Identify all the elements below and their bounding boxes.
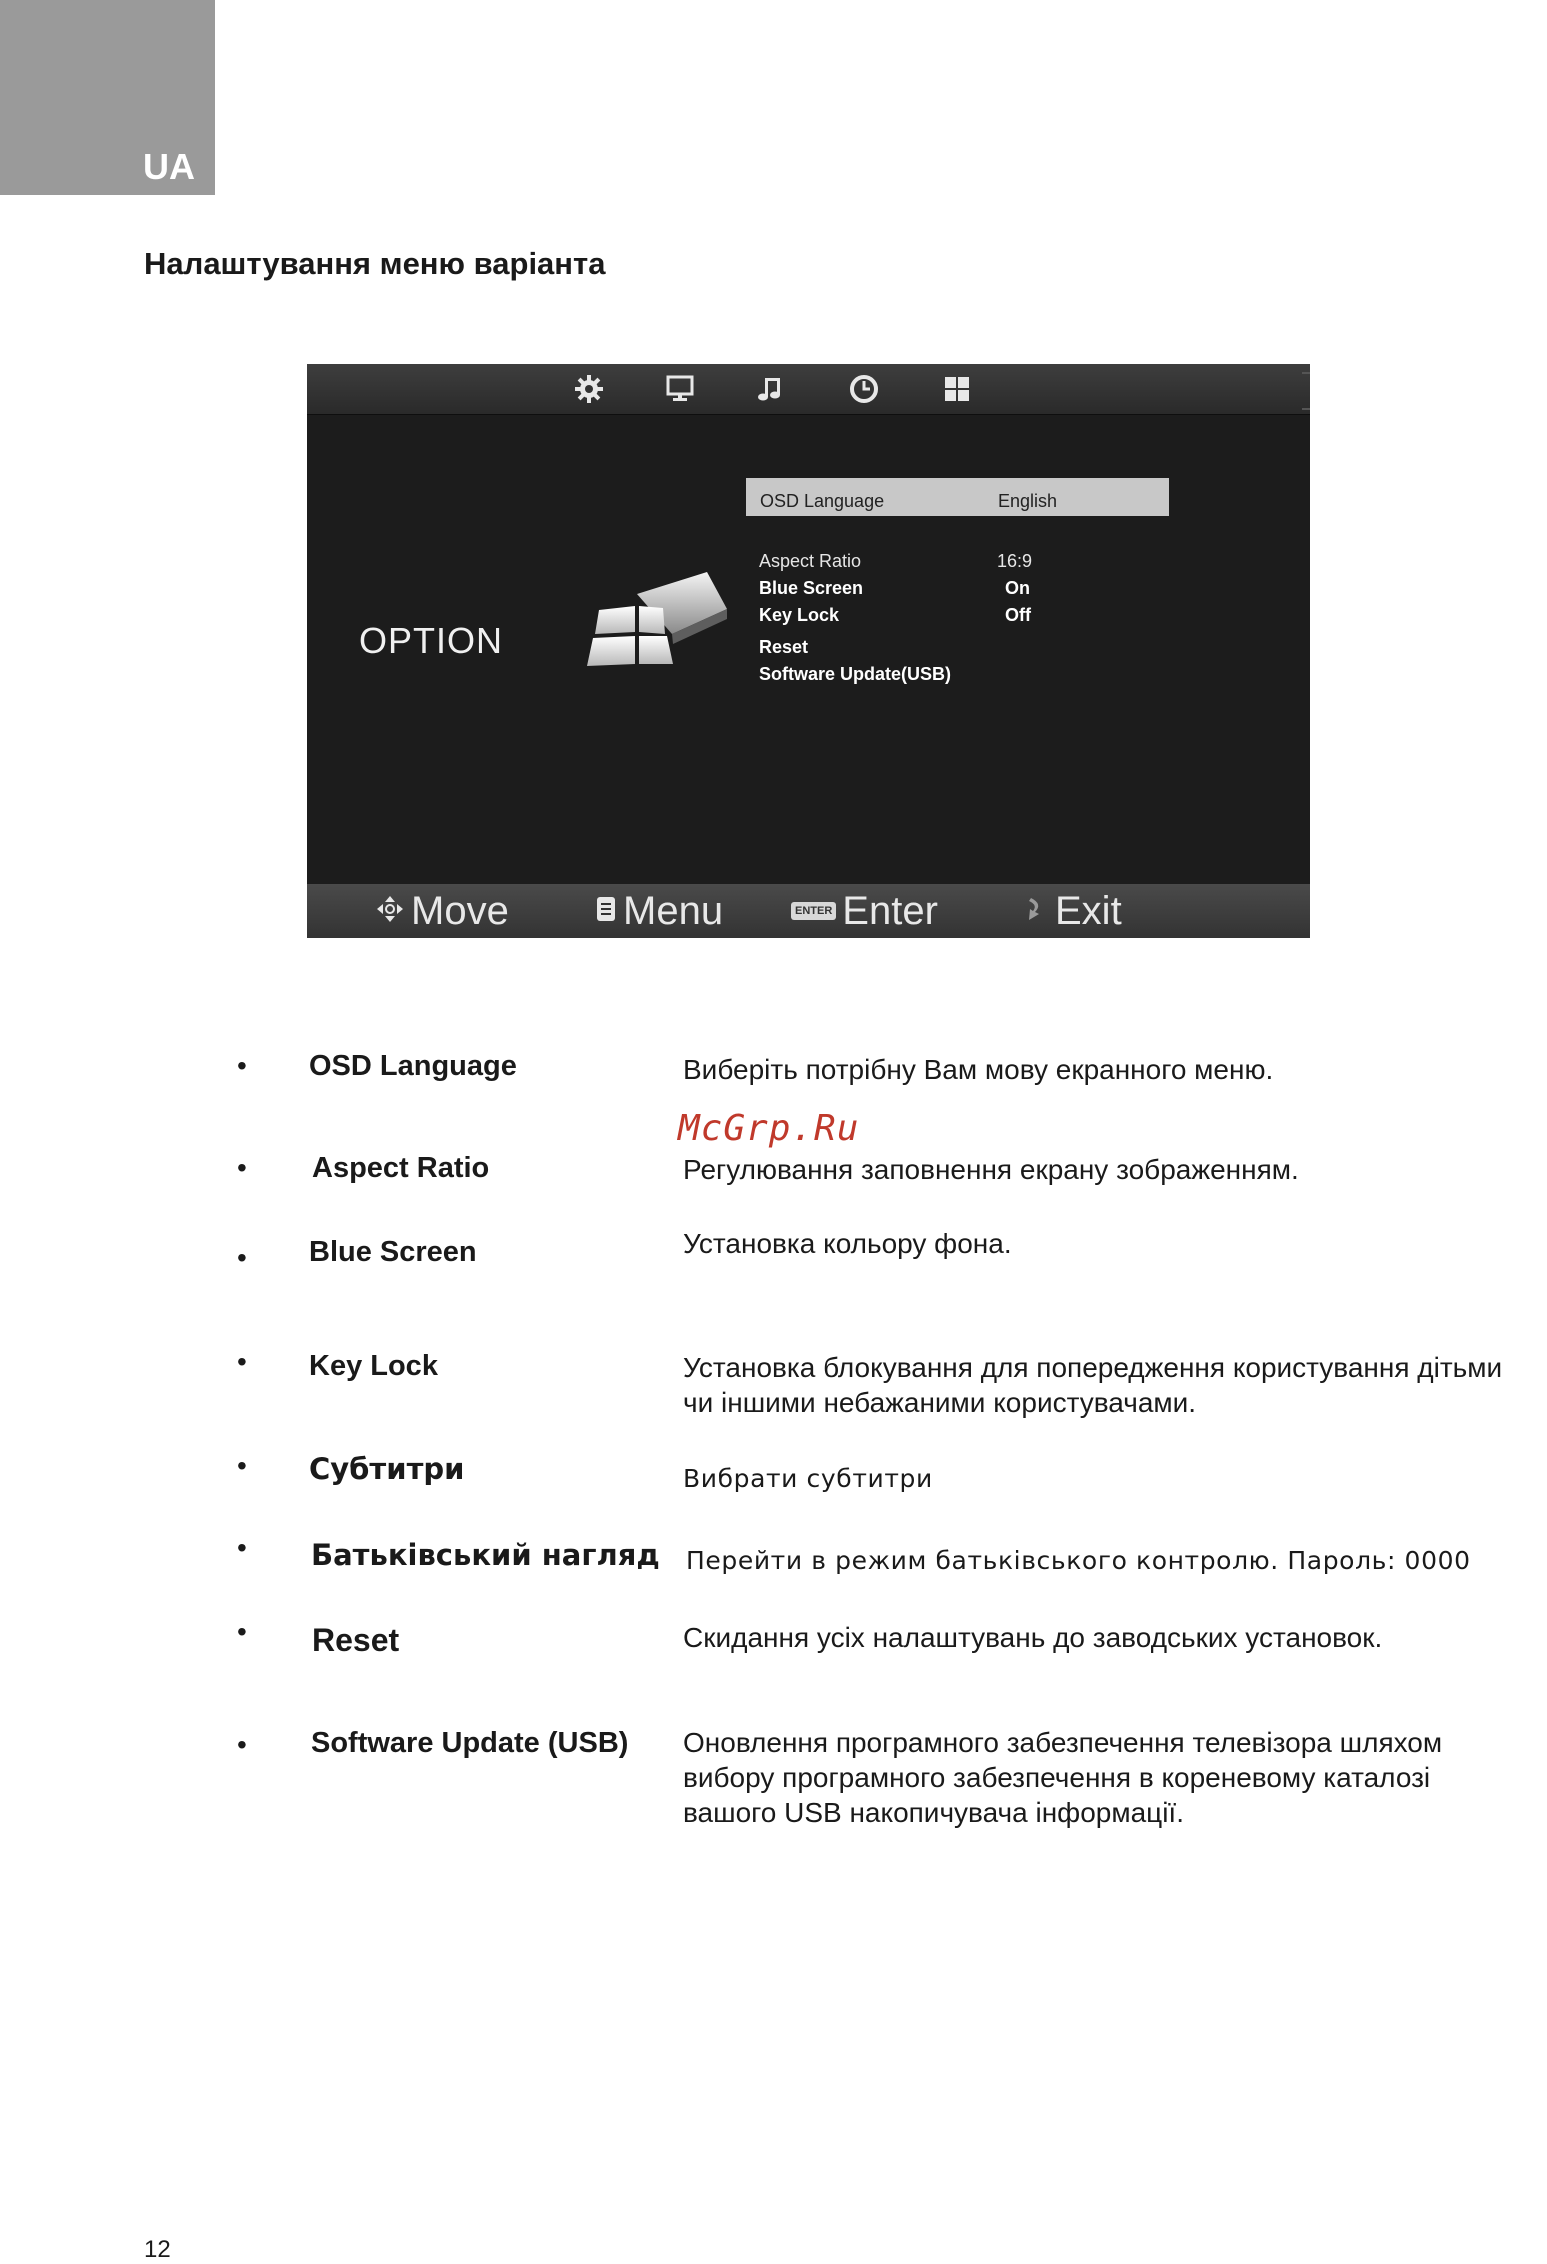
desc-blue-screen: Установка кольору фона. (683, 1228, 1012, 1259)
menu-tab-bar (307, 364, 1310, 415)
hint-move: Move (375, 886, 509, 936)
desc-subtitles: Вибрати субтитри (683, 1464, 933, 1493)
page-title: Налаштування меню варіанта (144, 246, 606, 281)
term-software-update: Software Update (USB) (311, 1727, 629, 1759)
option-section-title: OPTION (359, 620, 504, 661)
term-subtitles: Субтитри (309, 1452, 465, 1486)
term-blue-screen: Blue Screen (309, 1236, 477, 1268)
clock-icon[interactable] (846, 371, 882, 407)
move-arrows-icon (375, 889, 405, 934)
option-tiles-icon (577, 564, 747, 689)
page-number: 12 (144, 2236, 171, 2263)
screen-edge (1302, 372, 1310, 410)
menu-item-osd-language[interactable]: OSD Language English (746, 478, 1169, 516)
music-note-icon[interactable] (753, 371, 789, 407)
language-code: UA (143, 146, 195, 187)
desc-key-lock: Установка блокування для попередження користування дітьми чи іншими небажаними користувачами. (683, 1352, 1503, 1418)
watermark-text: McGrp.Ru (678, 1108, 860, 1149)
desc-aspect-ratio: Регулювання заповнення екрану зображенням. (683, 1154, 1299, 1185)
menu-item-aspect-ratio[interactable]: Aspect Ratio 16:9 (759, 551, 1033, 571)
term-parental-control: Батьківський нагляд (311, 1538, 660, 1572)
enter-button-icon: ENTER (791, 902, 836, 920)
menu-item-software-update[interactable]: Software Update(USB) (759, 664, 952, 684)
menu-hint-bar (307, 884, 1310, 938)
desc-reset: Скидання усіх налаштувань до заводських установок. (683, 1622, 1383, 1653)
hint-exit: Exit (1025, 886, 1122, 936)
gear-icon[interactable] (571, 371, 607, 407)
grid-icon[interactable] (939, 371, 975, 407)
language-tab (0, 0, 215, 195)
term-reset: Reset (312, 1622, 400, 1658)
menu-item-key-lock[interactable]: Key Lock Off (759, 605, 1031, 625)
tv-menu-screenshot (307, 364, 1310, 938)
menu-item-blue-screen[interactable]: Blue Screen On (759, 578, 1030, 598)
term-aspect-ratio: Aspect Ratio (312, 1152, 490, 1184)
menu-item-reset[interactable]: Reset (759, 637, 809, 657)
term-osd-language: OSD Language (309, 1050, 517, 1082)
monitor-icon[interactable] (662, 371, 698, 407)
desc-parental-control: Перейти в режим батьківського контролю. Пароль: 0000 (686, 1546, 1471, 1575)
hint-menu: Menu (595, 886, 723, 936)
desc-software-update: Оновлення програмного забезпечення телевізора шляхом вибору програмного забезпечення в кореневому каталозі вашого USB накопичувача інформації. (683, 1727, 1443, 1828)
hint-enter: ENTER Enter (791, 886, 938, 936)
exit-arrow-icon (1025, 889, 1049, 934)
term-key-lock: Key Lock (309, 1350, 438, 1382)
desc-osd-language: Виберіть потрібну Вам мову екранного меню. (683, 1054, 1274, 1085)
menu-button-icon (595, 889, 617, 934)
